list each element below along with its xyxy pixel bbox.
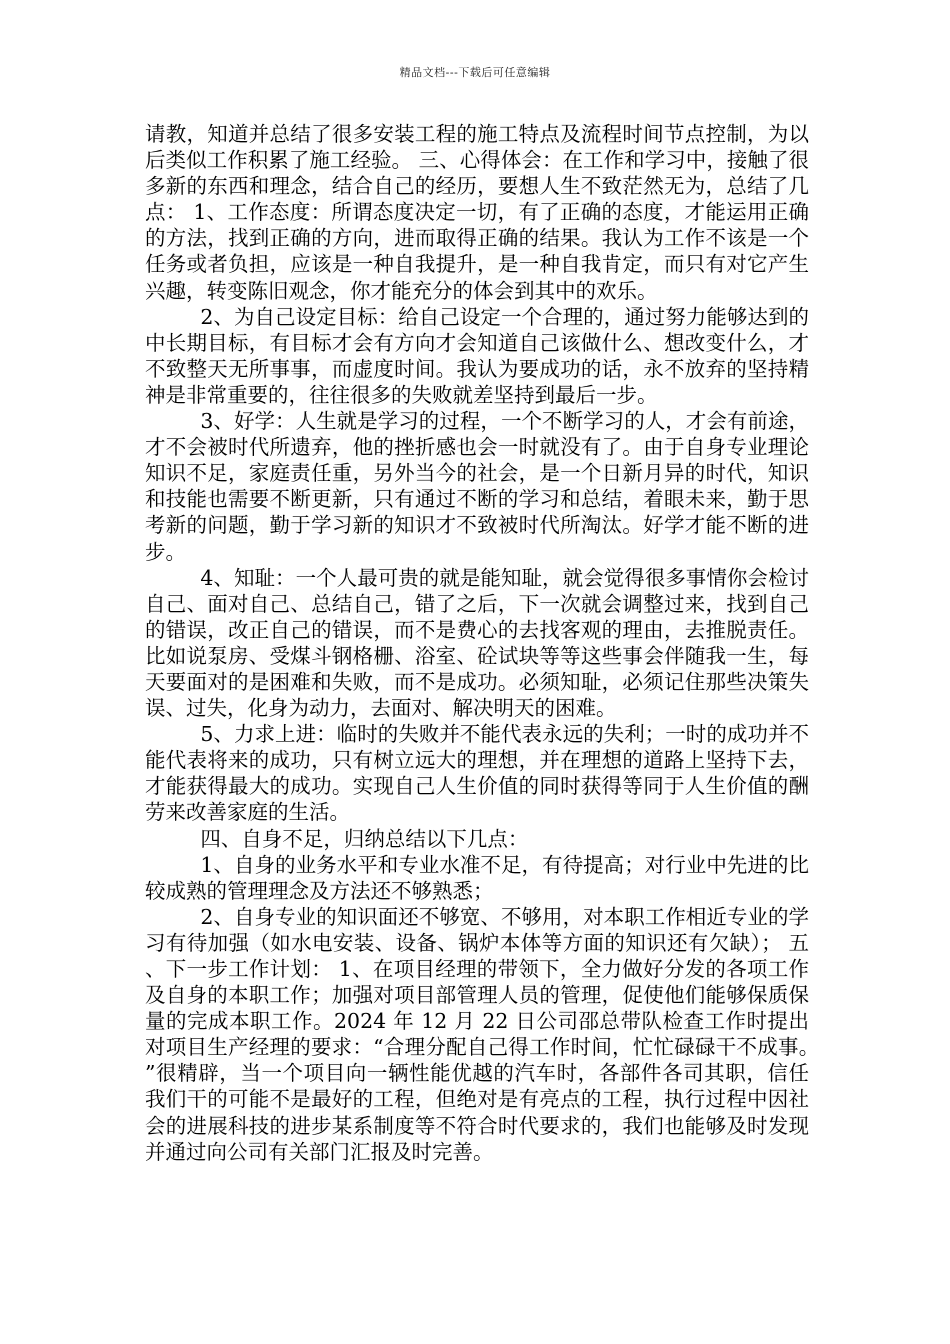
paragraph-goal-setting: 2、为自己设定目标：给自己设定一个合理的，通过努力能够达到的中长期目标，有目标才会有方向才会知道自己该做什么、想改变什么，才不致整天无所事事，而虚度时间。我认为要成功的话，永不放弃的坚持精神是非常重要的，往往很多的失败就差坚持到最后一步。 <box>145 304 809 407</box>
paragraph-progress: 5、力求上进：临时的失败并不能代表永远的失利；一时的成功并不能代表将来的成功，只有树立远大的理想，并在理想的道路上坚持下去，才能获得最大的成功。实现自己人生价值的同时获得等同于人生价值的酬劳来改善家庭的生活。 <box>145 722 809 825</box>
paragraph-shame: 4、知耻：一个人最可贵的就是能知耻，就会觉得很多事情你会检讨自己、面对自己、总结自己，错了之后，下一次就会调整过来，找到自己的错误，改正自己的错误，而不是费心的去找客观的理由，去推脱责任。比如说泵房、受煤斗钢格栅、浴室、砼试块等等这些事会伴随我一生，每天要面对的是困难和失败，而不是成功。必须知耻，必须记住那些决策失误、过失，化身为动力，去面对、解决明天的困难。 <box>145 565 809 721</box>
paragraph-shortcoming-1: 1、自身的业务水平和专业水准不足，有待提高；对行业中先进的比较成熟的管理理念及方法还不够熟悉； <box>145 852 809 903</box>
paragraph-studious: 3、好学：人生就是学习的过程，一个不断学习的人，才会有前途，才不会被时代所遗弃，他的挫折感也会一时就没有了。由于自身专业理论知识不足，家庭责任重，另外当今的社会，是一个日新月异的时代，知识和技能也需要不断更新，只有通过不断的学习和总结，着眼未来，勤于思考新的问题，勤于学习新的知识才不致被时代所淘汰。好学才能不断的进步。 <box>145 409 809 564</box>
section-heading-shortcomings: 四、自身不足，归纳总结以下几点： <box>200 826 529 851</box>
paragraph-shortcoming-2-and-plan: 2、自身专业的知识面还不够宽、不够用，对本职工作相近专业的学习有待加强（如水电安装、设备、锅炉本体等方面的知识还有欠缺）； 五、下一步工作计划： 1、在项目经理的带领下，全力做好分发的各项工作及自身的本职工作；加强对项目部管理人员的管理，促使他们能够保质保量的完成本职工作。2024 年 12 月 22 日公司邵总带队检查工作时提出对项目生产经理的要求：“合理分配自己得工作时间，忙忙碌碌干不成事。”很精辟，当一个项目向一辆性能优越的汽车时，各部件各司其职，信任我们干的可能不是最好的工程，但绝对是有亮点的工程，执行过程中因社会的进展科技的进步某系制度等不符合时代要求的，我们也能够及时发现并通过向公司有关部门汇报及时完善。 <box>145 904 809 1164</box>
paragraph-intro: 请教，知道并总结了很多安装工程的施工特点及流程时间节点控制，为以后类似工作积累了施工经验。 三、心得体会：在工作和学习中，接触了很多新的东西和理念，结合自己的经历，要想人生不致茫然无为，总结了几点： 1、工作态度：所谓态度决定一切，有了正确的态度，才能运用正确的方法，找到正确的方向，进而取得正确的结果。我认为工作不该是一个任务或者负担，应该是一种自我提升，是一种自我肯定，而只有对它产生兴趣，转变陈旧观念，你才能充分的体会到其中的欢乐。 <box>145 122 809 303</box>
document-body <box>145 121 809 1165</box>
page-header: 精品文档---下载后可任意编辑 <box>399 66 551 79</box>
